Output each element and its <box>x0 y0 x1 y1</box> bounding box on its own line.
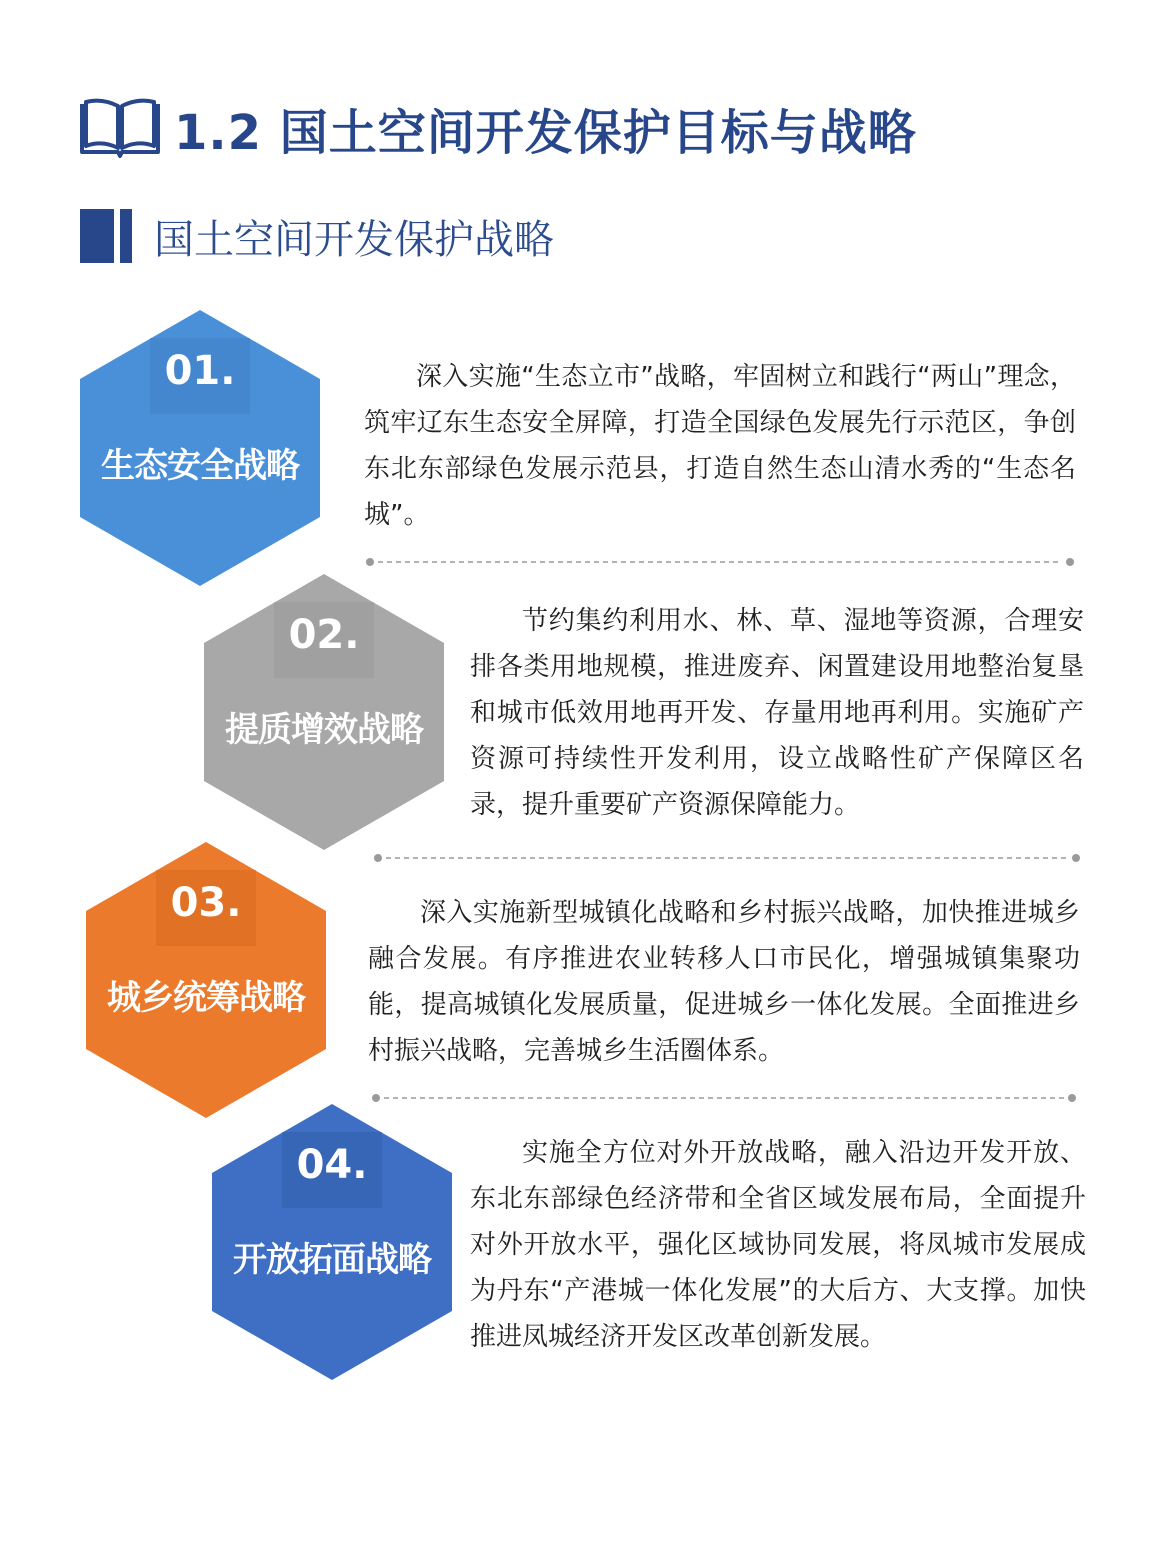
book-icon <box>78 96 162 160</box>
strategy-number: 02. <box>288 612 360 658</box>
strategy-description-02: 节约集约利用水、林、草、湿地等资源，合理安排各类用地规模，推进废弃、闲置建设用地整治复垦和城市低效用地再开发、存量用地再利用。实施矿产资源可持续性开发利用，设立战略性矿产保障区名录，提升重要矿产资源保障能力。 <box>470 606 1084 820</box>
strategy-hexagon-04 <box>212 1104 452 1380</box>
section-number: 1.2 <box>174 104 263 161</box>
strategy-hexagon-01 <box>80 310 320 586</box>
dotted-divider <box>372 853 1082 863</box>
strategy-hexagon-02 <box>204 574 444 850</box>
section-subtitle: 国土空间开发保护战略 <box>154 216 554 263</box>
dotted-divider <box>370 1093 1078 1103</box>
strategy-title: 提质增效战略 <box>225 710 423 750</box>
strategy-hexagon-03 <box>86 842 326 1118</box>
strategy-description-04: 实施全方位对外开放战略，融入沿边开发开放、东北东部绿色经济带和全省区域发展布局，全面提升对外开放水平，强化区域协同发展，将凤城市发展成为丹东“产港城一体化发展”的大后方、大支撑。加快推进凤城经济开发区改革创新发展。 <box>470 1138 1086 1352</box>
strategy-description-01: 深入实施“生态立市”战略，牢固树立和践行“两山”理念，筑牢辽东生态安全屏障，打造全国绿色发展先行示范区，争创东北东部绿色发展示范县，打造自然生态山清水秀的“生态名城”。 <box>364 362 1076 530</box>
page-title <box>174 94 917 163</box>
strategy-number: 04. <box>296 1142 368 1188</box>
strategy-title: 生态安全战略 <box>101 446 299 486</box>
strategy-number: 01. <box>164 348 236 394</box>
dotted-divider <box>364 557 1076 567</box>
bar-marker-icon <box>80 209 132 263</box>
sub-heading <box>80 204 554 268</box>
main-heading <box>78 92 917 164</box>
strategy-number: 03. <box>170 880 242 926</box>
strategy-title: 城乡统筹战略 <box>107 978 305 1018</box>
strategy-title: 开放拓面战略 <box>233 1240 431 1280</box>
section-title: 国土空间开发保护目标与战略 <box>279 104 917 161</box>
strategy-description-03: 深入实施新型城镇化战略和乡村振兴战略，加快推进城乡融合发展。有序推进农业转移人口市民化，增强城镇集聚功能，提高城镇化发展质量，促进城乡一体化发展。全面推进乡村振兴战略，完善城乡生活圈体系。 <box>368 898 1080 1066</box>
